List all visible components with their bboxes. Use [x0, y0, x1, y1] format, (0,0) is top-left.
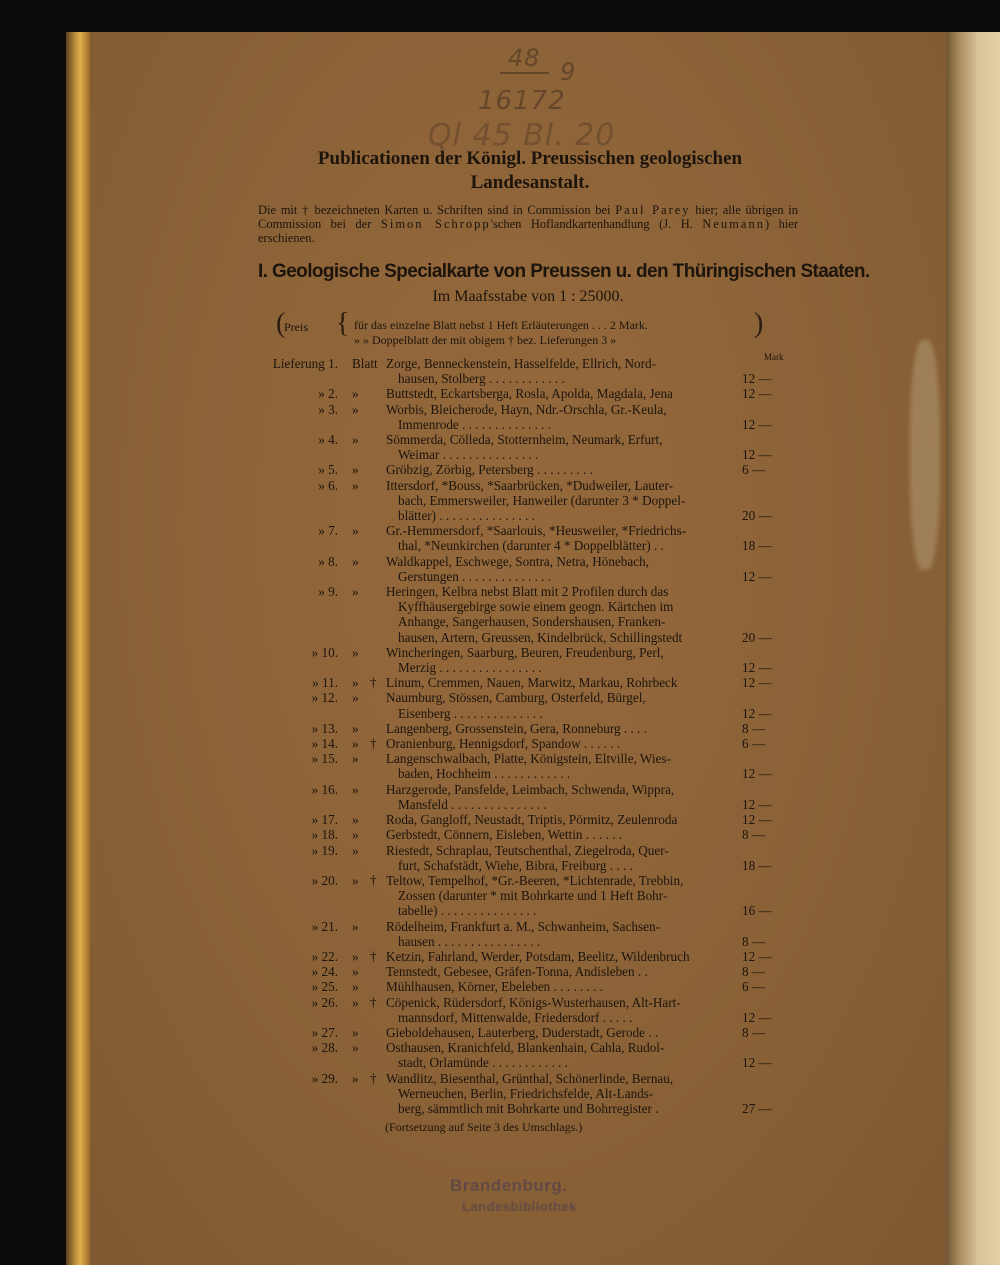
sheet-label: » — [352, 948, 359, 964]
price-mark: 12 — — [742, 371, 772, 387]
delivery-entry — [258, 995, 798, 1025]
sheet-names — [386, 721, 741, 736]
sheet-names-line: Merzig . . . . . . . . . . . . . . . . — [398, 660, 542, 676]
sheet-label: » — [352, 644, 359, 660]
sheet-names-line: Wincheringen, Saarburg, Beuren, Freudenburg, Perl, — [386, 644, 664, 660]
sheet-names-line: thal, *Neunkirchen (darunter 4 * Doppelblätter) . . — [398, 538, 664, 554]
sheet-names-line: Mühlhausen, Körner, Ebeleben . . . . . . . . — [386, 979, 604, 995]
price-open-paren: ( — [276, 308, 286, 339]
sheet-label: » — [352, 979, 359, 995]
delivery-number: » 17. — [311, 812, 338, 828]
sheet-names-line: Ketzin, Fahrland, Werder, Potsdam, Beelitz, Wildenbruch — [386, 948, 690, 964]
price-mark: 12 — — [742, 705, 772, 721]
sheet-names-line: Waldkappel, Eschwege, Sontra, Netra, Hönebach, — [386, 553, 649, 569]
sheet-label: » — [352, 842, 359, 858]
price-mark: 18 — — [742, 857, 772, 873]
sheet-names — [386, 843, 741, 873]
price-line-double: » » Doppelblatt der mit obigem † bez. Lieferungen 3 » — [354, 333, 617, 347]
delivery-number: » 12. — [311, 690, 338, 706]
delivery-entry — [258, 690, 798, 720]
sheet-names — [386, 995, 741, 1025]
price-mark: 8 — — [742, 827, 766, 843]
sheet-names — [386, 675, 741, 690]
price-mark: 12 — — [742, 1055, 772, 1071]
intro-name-parey: Paul Parey — [615, 203, 691, 217]
dagger-mark: † — [370, 994, 377, 1010]
sheet-names-line: Wandlitz, Biesenthal, Grünthal, Schönerlinde, Bernau, — [386, 1070, 674, 1086]
publication-title-line1: Publicationen der Königl. Preussischen geologischen — [317, 148, 743, 169]
sheet-names — [386, 949, 741, 964]
delivery-entry — [258, 478, 798, 524]
dagger-mark: † — [370, 1070, 377, 1086]
delivery-entry — [258, 949, 798, 964]
sheet-names-line: Naumburg, Stössen, Camburg, Osterfeld, Bürgel, — [386, 690, 646, 706]
delivery-number: » 18. — [311, 827, 338, 843]
delivery-number: » 13. — [311, 720, 338, 736]
price-mark: 8 — — [742, 1024, 766, 1040]
sheet-names-line: berg, sämmtlich mit Bohrkarte und Bohrregister . — [398, 1100, 659, 1116]
sheet-names — [386, 432, 741, 462]
sheet-names — [386, 462, 741, 477]
intro-text-4: ) hier erschienen. — [258, 217, 799, 245]
sheet-names-line: mannsdorf, Mittenwalde, Friedersdorf . . . . . — [398, 1009, 633, 1025]
sheet-names — [386, 584, 741, 645]
sheet-label: » — [352, 401, 359, 417]
sheet-names-line: hausen, Stolberg . . . . . . . . . . . . — [398, 371, 565, 387]
price-close-paren: ) — [754, 308, 764, 339]
dagger-mark: † — [370, 675, 377, 691]
sheet-label: » — [352, 994, 359, 1010]
sheet-names — [386, 690, 741, 720]
delivery-number: » 15. — [311, 751, 338, 767]
pencil-shelfmark-top: 48 — [500, 44, 549, 74]
sheet-names — [386, 478, 741, 524]
sheet-names-line: Rödelheim, Frankfurt a. M., Schwanheim, Sachsen- — [386, 918, 660, 934]
delivery-entry — [258, 812, 798, 827]
price-mark: 18 — — [742, 538, 772, 554]
sheet-names-line: furt, Schafstädt, Wiehe, Bibra, Freiburg . . . . — [398, 857, 633, 873]
price-line-single: für das einzelne Blatt nebst 1 Heft Erläuterungen . . . 2 Mark. — [354, 318, 648, 332]
sheet-names-line: Weimar . . . . . . . . . . . . . . . — [398, 447, 539, 463]
delivery-number: » 7. — [318, 523, 338, 539]
sheet-names-line: tabelle) . . . . . . . . . . . . . . . — [398, 903, 537, 919]
sheet-names — [386, 1071, 741, 1117]
sheet-names-line: Langenschwalbach, Platte, Königstein, Eltville, Wies- — [386, 751, 671, 767]
price-mark: 12 — — [742, 1009, 772, 1025]
sheet-names-line: Tennstedt, Gebesee, Gräfen-Tonna, Andisleben . . — [386, 964, 648, 980]
price-mark: 8 — — [742, 964, 766, 980]
price-mark: 6 — — [742, 462, 766, 478]
sheet-names-line: Gerbstedt, Cönnern, Eisleben, Wettin . . . . . . — [386, 827, 623, 843]
sheet-names — [386, 386, 741, 401]
intro-text-1: Die mit † bezeichneten Karten u. Schriften sind in Commission bei — [258, 203, 611, 217]
delivery-number: » 9. — [318, 584, 338, 600]
sheet-names-line: Gieboldehausen, Lauterberg, Duderstadt, Gerode . . — [386, 1024, 659, 1040]
price-mark: 8 — — [742, 933, 766, 949]
delivery-entry — [258, 523, 798, 553]
sheet-names-line: Anhange, Sangerhausen, Sondershausen, Franken- — [398, 614, 666, 630]
sheet-names-line: Eisenberg . . . . . . . . . . . . . . — [398, 705, 543, 721]
delivery-number: » 16. — [311, 781, 338, 797]
delivery-entry — [258, 675, 798, 690]
price-mark: 6 — — [742, 736, 766, 752]
sheet-names-line: Gr.-Hemmersdorf, *Saarlouis, *Heusweiler, *Friedrichs- — [386, 523, 687, 539]
price-mark: 27 — — [742, 1100, 772, 1116]
price-mark: 20 — — [742, 508, 772, 524]
delivery-entry — [258, 964, 798, 979]
sheet-names-line: Teltow, Tempelhof, *Gr.-Beeren, *Lichtenrade, Trebbin, — [386, 872, 684, 888]
sheet-names — [386, 873, 741, 919]
delivery-number: » 4. — [318, 432, 338, 448]
delivery-number: » 28. — [311, 1040, 338, 1056]
price-mark: 12 — — [742, 812, 772, 828]
sheet-names — [386, 919, 741, 949]
sheet-label: » — [352, 751, 359, 767]
price-mark: 8 — — [742, 720, 766, 736]
sheet-names-line: Sömmerda, Cölleda, Stotternheim, Neumark, Erfurt, — [386, 432, 663, 448]
sheet-names — [386, 645, 741, 675]
sheet-label: » — [352, 675, 359, 691]
delivery-number: » 22. — [311, 948, 338, 964]
delivery-number: » 11. — [312, 675, 338, 691]
intro-text-3: 'schen Hoflandkartenhandlung (J. H. — [490, 217, 693, 231]
delivery-entry — [258, 1071, 798, 1117]
sheet-names — [386, 751, 741, 781]
delivery-number: » 8. — [318, 553, 338, 569]
mark-column-header: Mark — [764, 352, 784, 362]
price-label: Preis — [284, 320, 308, 334]
intro-text-2: hier; alle übrigen in Commission bei der — [258, 203, 799, 231]
price-mark: 6 — — [742, 979, 766, 995]
delivery-number: » 2. — [318, 386, 338, 402]
delivery-entry — [258, 554, 798, 584]
price-mark: 12 — — [742, 796, 772, 812]
delivery-number: » 3. — [318, 401, 338, 417]
delivery-number: » 27. — [311, 1024, 338, 1040]
delivery-number: » 14. — [311, 736, 338, 752]
delivery-entry — [258, 827, 798, 842]
sheet-label: » — [352, 462, 359, 478]
paper-stain — [910, 340, 940, 570]
sheet-names — [386, 736, 741, 751]
price-brace: { — [336, 308, 350, 339]
delivery-entry — [258, 843, 798, 873]
sheet-names-line: blätter) . . . . . . . . . . . . . . . — [398, 508, 535, 524]
sheet-names-line: hausen, Artern, Greussen, Kindelbrück, Schillingstedt — [398, 629, 683, 645]
sheet-names-line: Gröbzig, Zörbig, Petersberg . . . . . . . . . — [386, 462, 594, 478]
sheet-label: » — [352, 872, 359, 888]
sheet-names — [386, 554, 741, 584]
sheet-label: » — [352, 1040, 359, 1056]
price-mark: 12 — — [742, 447, 772, 463]
sheet-names — [386, 964, 741, 979]
delivery-number: » 26. — [311, 994, 338, 1010]
sheet-label: » — [352, 477, 359, 493]
delivery-entry — [258, 356, 798, 386]
delivery-entry — [258, 402, 798, 432]
sheet-label: » — [352, 584, 359, 600]
pencil-shelfmark-number: 16172 — [478, 86, 566, 116]
price-mark: 16 — — [742, 903, 772, 919]
sheet-names-line: Kyffhäusergebirge sowie einem geogn. Kärtchen im — [398, 599, 674, 615]
sheet-names — [386, 812, 741, 827]
sheet-names — [386, 827, 741, 842]
intro-name-neumann: Neumann — [702, 217, 765, 231]
publication-title-line2: Landesanstalt. — [470, 172, 590, 193]
sheet-names-line: Osthausen, Kranichfeld, Blankenhain, Cahla, Rudol- — [386, 1040, 665, 1056]
delivery-list — [258, 356, 798, 1116]
sheet-names-line: hausen . . . . . . . . . . . . . . . . — [398, 933, 541, 949]
delivery-number: » 20. — [311, 872, 338, 888]
price-mark: 12 — — [742, 568, 772, 584]
delivery-entry — [258, 584, 798, 645]
sheet-label: » — [352, 523, 359, 539]
delivery-number: » 19. — [311, 842, 338, 858]
sheet-names-line: Worbis, Bleicherode, Hayn, Ndr.-Orschla, Gr.-Keula, — [386, 401, 667, 417]
delivery-number: » 5. — [318, 462, 338, 478]
delivery-number: » 10. — [311, 644, 338, 660]
binding-edge — [66, 32, 90, 1265]
delivery-entry — [258, 751, 798, 781]
sheet-label: » — [352, 1070, 359, 1086]
sheet-label: » — [352, 827, 359, 843]
sheet-names-line: Zossen (darunter * mit Bohrkarte und 1 Heft Bohr- — [398, 888, 668, 904]
delivery-number: » 24. — [311, 964, 338, 980]
delivery-entry — [258, 1025, 798, 1040]
price-mark: 12 — — [742, 675, 772, 691]
sheet-names — [386, 1025, 741, 1040]
sheet-label: » — [352, 432, 359, 448]
sheet-label: Blatt — [352, 356, 378, 371]
sheet-names-line: Immenrode . . . . . . . . . . . . . . — [398, 416, 552, 432]
sheet-label: » — [352, 736, 359, 752]
delivery-entry — [258, 873, 798, 919]
sheet-names — [386, 979, 741, 994]
delivery-entry — [258, 386, 798, 401]
sheet-names-line: Werneuchen, Berlin, Friedrichsfelde, Alt-Lands- — [398, 1085, 654, 1101]
stamp-line2: Landesbibliothek — [462, 1199, 577, 1214]
sheet-names-line: Buttstedt, Eckartsberga, Rosla, Apolda, Magdala, Jena — [386, 386, 673, 402]
sheet-names-line: Ittersdorf, *Bouss, *Saarbrücken, *Dudweiler, Lauter- — [386, 477, 674, 493]
sheet-names-line: Gerstungen . . . . . . . . . . . . . . — [398, 568, 552, 584]
price-mark: 12 — — [742, 416, 772, 432]
delivery-entry — [258, 736, 798, 751]
dagger-mark: † — [370, 872, 377, 888]
sheet-label: » — [352, 720, 359, 736]
price-mark: 12 — — [742, 766, 772, 782]
dagger-mark: † — [370, 948, 377, 964]
sheet-names-line: Mansfeld . . . . . . . . . . . . . . . — [398, 796, 547, 812]
sheet-label: » — [352, 964, 359, 980]
delivery-entry — [258, 432, 798, 462]
sheet-names-line: bach, Emmersweiler, Hanweiler (darunter 3 * Doppel- — [398, 492, 686, 508]
sheet-label: » — [352, 918, 359, 934]
intro-paragraph — [258, 203, 798, 245]
sheet-names-line: Linum, Cremmen, Nauen, Marwitz, Markau, Rohrbeck — [386, 675, 678, 691]
sheet-names — [386, 1040, 741, 1070]
sheet-names-line: stadt, Orlamünde . . . . . . . . . . . . — [398, 1055, 568, 1071]
sheet-names — [386, 402, 741, 432]
delivery-number: » 29. — [311, 1070, 338, 1086]
delivery-entry — [258, 721, 798, 736]
sheet-names-line: Riestedt, Schraplau, Teutschenthal, Ziegelroda, Quer- — [386, 842, 669, 858]
stamp-line1: Brandenburg. — [450, 1176, 568, 1195]
price-mark: 20 — — [742, 629, 772, 645]
sheet-names — [386, 356, 741, 386]
delivery-number: » 6. — [318, 477, 338, 493]
sheet-label: » — [352, 781, 359, 797]
sheet-names — [386, 782, 741, 812]
sheet-names-line: Heringen, Kelbra nebst Blatt mit 2 Profilen durch das — [386, 584, 669, 600]
continuation-note: (Fortsetzung auf Seite 3 des Umschlags.) — [385, 1120, 583, 1134]
sheet-label: » — [352, 690, 359, 706]
sheet-label: » — [352, 812, 359, 828]
dagger-mark: † — [370, 736, 377, 752]
sheet-names-line: baden, Hochheim . . . . . . . . . . . . — [398, 766, 571, 782]
intro-name-schropp: Simon Schropp — [380, 217, 491, 231]
price-mark: 12 — — [742, 660, 772, 676]
pencil-shelfmark-code: Ql 45 Bl. 20 — [428, 118, 616, 153]
scale-line: Im Maafsstabe von 1 : 25000. — [432, 288, 624, 305]
delivery-number: Lieferung 1. — [272, 356, 338, 371]
delivery-number: » 21. — [311, 918, 338, 934]
delivery-entry — [258, 919, 798, 949]
pencil-shelfmark-sub: 9 — [560, 58, 577, 86]
delivery-entry — [258, 979, 798, 994]
delivery-entry — [258, 462, 798, 477]
price-mark: 12 — — [742, 948, 772, 964]
sheet-label: » — [352, 386, 359, 402]
library-stamp — [440, 1172, 610, 1222]
sheet-names-line: Oranienburg, Hennigsdorf, Spandow . . . . . . — [386, 736, 621, 752]
sheet-names — [386, 523, 741, 553]
price-mark: 12 — — [742, 386, 772, 402]
sheet-names-line: Harzgerode, Pansfelde, Leimbach, Schwenda, Wippra, — [386, 781, 675, 797]
delivery-entry — [258, 1040, 798, 1070]
sheet-names-line: Zorge, Benneckenstein, Hasselfelde, Ellrich, Nord- — [386, 356, 657, 371]
sheet-names-line: Cöpenick, Rüdersdorf, Königs-Wusterhausen, Alt-Hart- — [386, 994, 681, 1010]
sheet-label: » — [352, 553, 359, 569]
sheet-names-line: Langenberg, Grossenstein, Gera, Ronneburg . . . . — [386, 720, 648, 736]
delivery-entry — [258, 645, 798, 675]
adjacent-page-edge — [945, 32, 1000, 1265]
sheet-label: » — [352, 1024, 359, 1040]
delivery-number: » 25. — [311, 979, 338, 995]
delivery-entry — [258, 782, 798, 812]
sheet-names-line: Roda, Gangloff, Neustadt, Triptis, Pörmitz, Zeulenroda — [386, 812, 678, 828]
section-title: I. Geologische Specialkarte von Preussen u. den Thüringischen Staaten. — [258, 261, 870, 282]
